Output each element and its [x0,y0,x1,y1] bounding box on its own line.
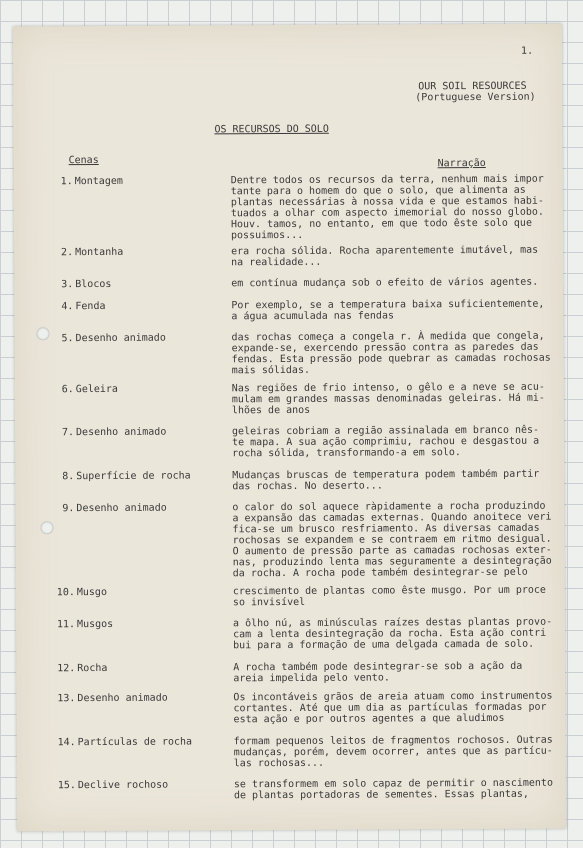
narration-line: Por exemplo, se a temperatura baixa suficientemente, [231,298,545,312]
typewritten-page [13,24,566,832]
narration-line: fendas. Esta pressão pode quebrar as camadas rochosas [231,352,551,366]
punch-hole-top [36,327,49,340]
scene-label: Musgo [76,586,107,599]
scene-number: 10. [56,587,75,599]
narration-line: Dentre todos os recursos da terra, nenhum mais impor [230,173,544,187]
narration-line: Nas regiões de frio intenso, o gêlo e a neve se acu- [231,381,545,395]
narration-line: fica-se um brusco resfriamento. As diversas camadas [232,522,540,536]
scene-number: 6. [61,384,74,396]
scene-number: 4. [61,301,74,313]
scene-label: Montagem [74,175,123,188]
scene-number: 15. [57,780,76,792]
narration-line: plantas necessárias à nossa vida e que estamos habi- [230,195,544,209]
narration-line: O aumento de pressão parte as camadas rochosas exter- [232,544,552,558]
scene-number: 8. [62,471,75,483]
narration-line: a água acumulada nas fendas [231,310,395,323]
scene-label: Musgos [77,618,114,631]
narration-block [232,469,539,493]
narration-block [233,661,522,685]
scene-label: Partículas de rocha [77,736,193,749]
narration-line: a expansão das camadas externas. Quando anoitece veri [232,511,552,525]
scene-number: 11. [56,619,76,631]
page-number: 1. [521,45,534,57]
narration-block [232,425,539,460]
narration-block [234,735,553,770]
scene-label: Declive rochoso [77,779,169,792]
narration-line: se transformem em solo capaz de permitir o nascimento [233,777,553,791]
scene-number: 9. [62,503,75,515]
narration-block [233,691,552,726]
narration-line: crescimento de plantas como êste musgo. Por um proce [232,584,546,598]
narration-block [234,778,553,802]
narration-line: Houv. tamos, no entanto, em que todo êste solo que [230,217,532,231]
narration-line: geleiras cobriam a região assinalada em branco nês- [231,424,540,438]
document-title: OS RECURSOS DO SOLO [214,123,329,136]
narration-line: possuimos... [230,229,304,242]
scene-label: Desenho animado [76,502,167,515]
narration-line: rochosas se expandem e se contraem em ritmo desigual. [232,533,552,547]
scene-label: Desenho animado [75,426,167,439]
scene-number: 1. [60,176,73,188]
scene-number: 2. [61,247,74,259]
narration-line: das rochas começa a congela r. À medida que congela, [231,330,545,344]
narration-line: a ôlho nú, as minúsculas raízes destas plantas provo- [232,616,553,630]
narration-line: rocha sólida, transformando-a em solo. [232,447,461,460]
narration-line: formam pequenos leitos de fragmentos rochosos. Outras [233,734,553,748]
scene-label: Fenda [75,300,106,313]
narration-line: A rocha também pode desintegrar-se sob a ação da [233,660,523,674]
narration-block [231,245,538,269]
narration-line: da rocha. A rocha pode também desintegrar-se pelo [232,566,528,580]
english-title: OUR SOIL RESOURCES [418,80,527,93]
narration-block [232,501,551,580]
narration-line: mulam em grandes massas denominadas geleiras. Há mi- [231,392,545,406]
scene-label: Superfície de rocha [76,470,191,483]
scenes-column-header: Cenas [68,154,99,167]
narration-block [231,277,538,290]
narration-line: lhões de anos [231,404,311,417]
narration-line: esta ação e por outros agentes a que aludimos [233,712,505,726]
narration-block [232,382,545,417]
narration-block [233,585,546,609]
scene-label: Montanha [75,246,124,259]
narration-line: cam a lenta desintegração da rocha. Esta ação contri [233,627,547,641]
narration-line: las rochosas... [233,757,325,770]
narration-line: tuados a olhar com aspecto imemorial do nosso globo. [230,206,544,220]
narration-line: cortantes. Até que um dia as partículas formadas por [233,701,547,715]
narration-block [232,331,551,377]
narration-line: bui para a formação de uma delgada camada de solo. [233,638,535,652]
scene-label: Desenho animado [77,692,168,705]
narration-line: mais sólidas. [231,364,311,377]
narration-line: tante para o homem do que o solo, que alimenta as [230,184,526,198]
narration-line: em contínua mudança sob o efeito de vários agentes. [231,276,539,290]
narration-line: te mapa. A sua ação comprimiu, rachou e desgastou a [232,435,540,449]
narration-block [233,617,552,652]
scene-number: 7. [61,427,75,439]
scene-label: Rocha [77,662,108,675]
version-note: (Portuguese Version) [415,91,536,104]
narration-block [231,174,544,242]
narration-line: o calor do sol aquece ràpidamente a rocha produzindo [232,500,546,514]
scene-label: Desenho animado [75,332,166,345]
scene-label: Blocos [75,278,112,291]
narration-line: areia impelida pelo vento. [233,672,390,685]
narration-line: na realidade... [231,256,322,269]
narration-line: expande-se, exercendo pressão contra as paredes das [231,341,539,355]
narration-line: Os incontáveis grãos de areia atuam como instrumentos [233,690,553,704]
scene-number: 14. [57,737,76,749]
scene-number: 3. [61,279,74,291]
scene-number: 5. [61,333,74,345]
scene-number: 13. [57,693,76,705]
narration-line: era rocha sólida. Rocha aparentemente imutável, mas [231,244,539,258]
narration-line: das rochas. No deserto... [232,480,383,493]
scene-label: Geleira [75,383,118,396]
narration-block [231,299,544,323]
narration-line: mudanças, porém, devem ocorrer, antes que as partícu- [233,745,553,759]
narration-column-header: Narração [437,157,486,170]
narration-line: so invisível [232,596,306,609]
punch-hole-bottom [40,521,53,534]
narration-line: nas, produzindo lenta mas seguramente a desintegração [232,555,552,569]
narration-line: Mudanças bruscas de temperatura podem também partir [232,468,540,482]
scene-number: 12. [57,663,76,675]
narration-line: de plantas portadoras de sementes. Essas plantas, [233,788,529,802]
